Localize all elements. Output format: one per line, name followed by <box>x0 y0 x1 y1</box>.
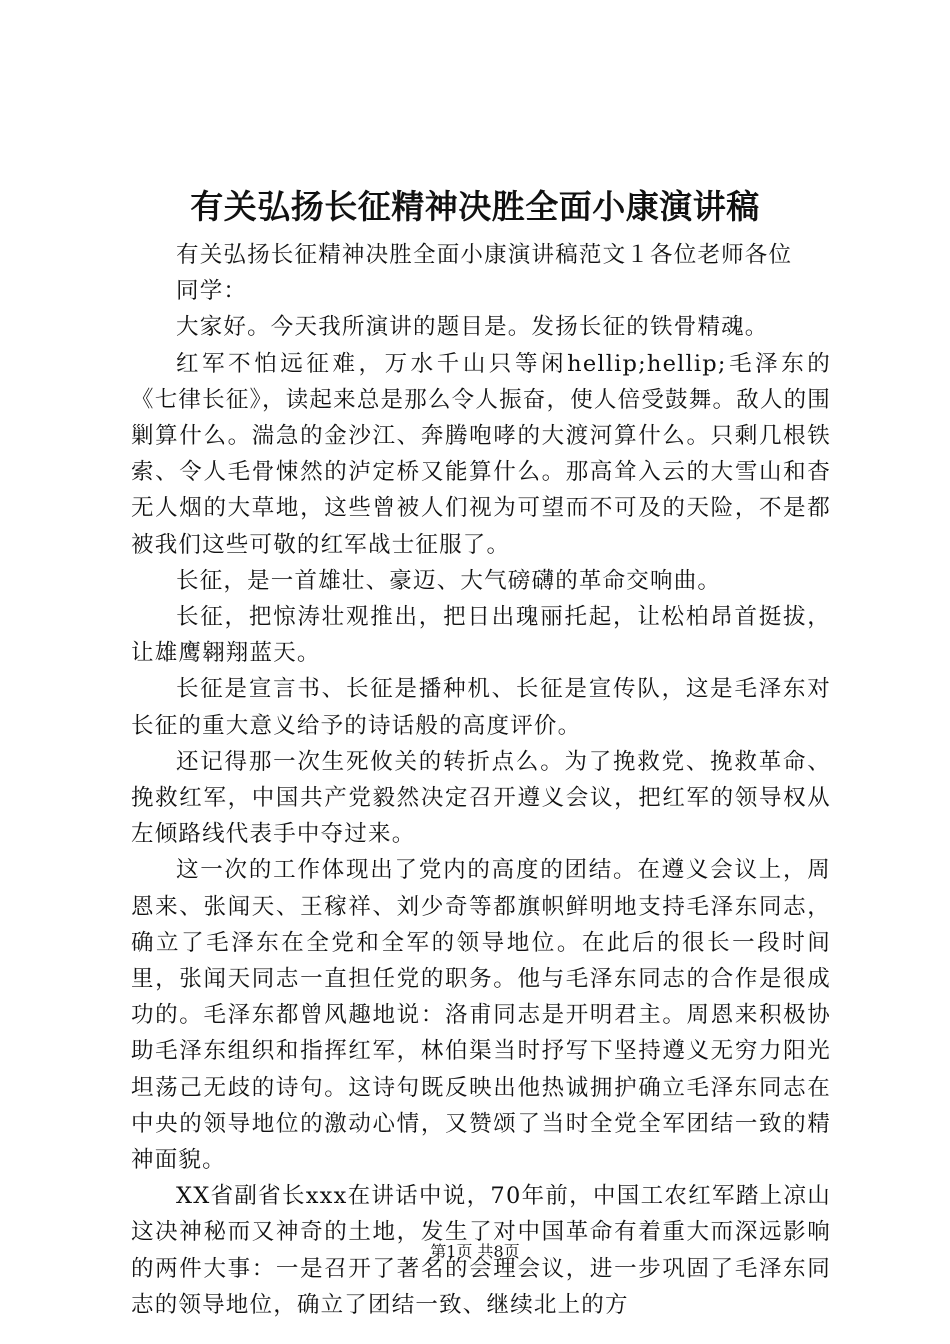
paragraph: 红军不怕远征难，万水千山只等闲hellip;hellip;毛泽东的《七律长征》，读起来总是那么令人振奋，使人倍受鼓舞。敌人的围剿算什么。湍急的金沙江、奔腾咆哮的大渡河算什么。只剩几根铁索、令人毛骨悚然的泸定桥又能算什么。那高耸入云的大雪山和杳无人烟的大草地，这些曾被人们视为可望而不可及的天险，不是都被我们这些可敬的红军战士征服了。 <box>131 350 831 558</box>
paragraph: 长征，把惊涛壮观推出，把日出瑰丽托起，让松柏昂首挺拔，让雄鹰翱翔蓝天。 <box>131 604 831 667</box>
document-body <box>131 237 831 1323</box>
paragraph: XX省副省长xxx在讲话中说，70年前，中国工农红军踏上凉山这决神秘而又神奇的土地，发生了对中国革命有着重大而深远影响的两件大事：一是召开了著名的会理会议，进一步巩固了毛泽东同志的领导地位，确立了团结一致、继续北上的方 <box>131 1183 831 1318</box>
paragraph: 长征是宣言书、长征是播种机、长征是宣传队，这是毛泽东对长征的重大意义给予的诗话般的高度评价。 <box>131 676 831 739</box>
paragraph: 有关弘扬长征精神决胜全面小康演讲稿范文１各位老师各位 <box>176 242 793 268</box>
page-footer: 第1页 共8页 <box>430 1242 520 1261</box>
paragraph: 还记得那一次生死攸关的转折点么。为了挽救党、挽救革命、挽救红军，中国共产党毅然决定召开遵义会议，把红军的领导权从左倾路线代表手中夺过来。 <box>131 748 831 848</box>
paragraph: 这一次的工作体现出了党内的高度的团结。在遵义会议上，周恩来、张闻天、王稼祥、刘少奇等都旗帜鲜明地支持毛泽东同志，确立了毛泽东在全党和全军的领导地位。在此后的很长一段时间里，张闻天同志一直担任党的职务。他与毛泽东同志的合作是很成功的。毛泽东都曾风趣地说：洛甫同志是开明君主。周恩来积极协助毛泽东组织和指挥红军，林伯渠当时抒写下坚持遵义无穷力阳光坦荡己无歧的诗句。这诗句既反映出他热诚拥护确立毛泽东同志在中央的领导地位的激动心情，又赞颂了当时全党全军团结一致的精神面貌。 <box>131 857 831 1174</box>
paragraph: 大家好。今天我所演讲的题目是。发扬长征的铁骨精魂。 <box>176 314 769 341</box>
paragraph: 同学： <box>176 278 248 305</box>
document-title: 有关弘扬长征精神决胜全面小康演讲稿 <box>190 187 760 226</box>
paragraph: 长征，是一首雄壮、豪迈、大气磅礴的革命交响曲。 <box>176 567 722 594</box>
